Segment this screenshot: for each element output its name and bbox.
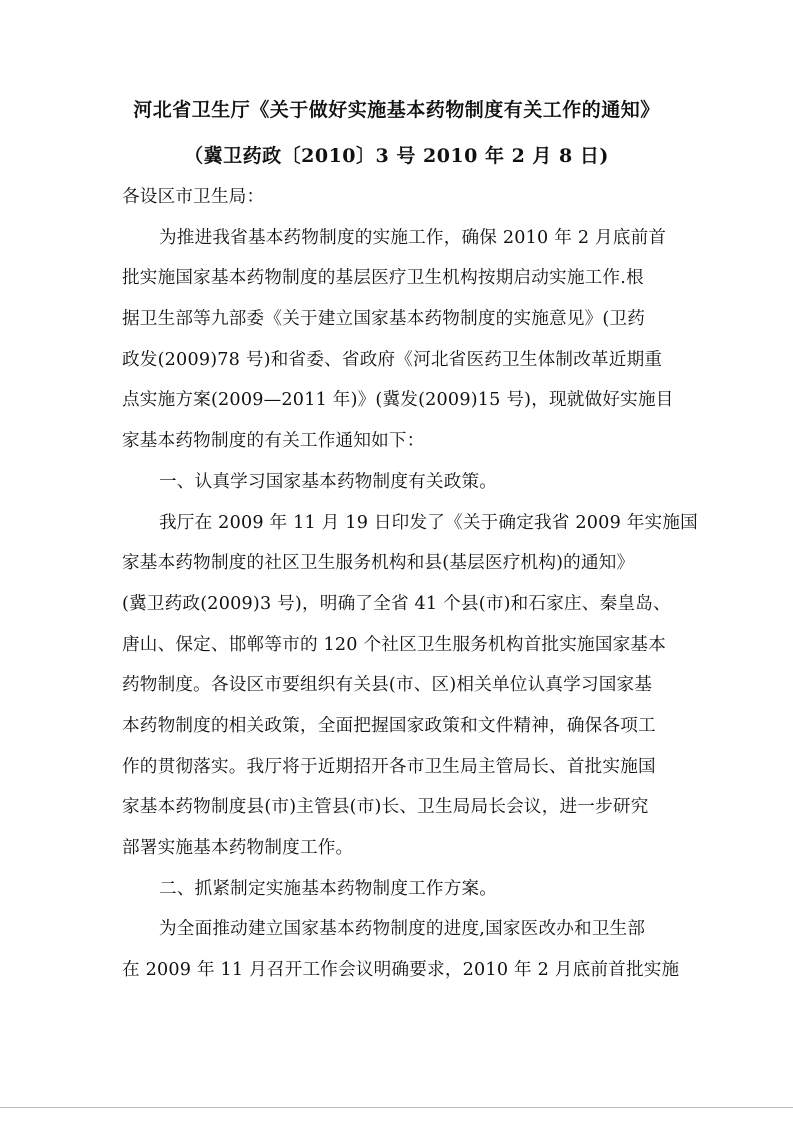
paragraph-line: 家基本药物制度的有关工作通知如下： (122, 431, 425, 452)
salutation-line: 各设区市卫生局： (122, 187, 265, 207)
document-title: 河北省卫生厅《关于做好实施基本药物制度有关工作的通知》 (133, 99, 660, 121)
paragraph-line: 药物制度。各设区市要组织有关县(市、区)相关单位认真学习国家基 (122, 675, 653, 696)
document-body (122, 177, 698, 991)
paragraph-line: 唐山、保定、邯郸等市的 120 个社区卫生服务机构首批实施国家基本 (122, 634, 666, 655)
paragraph-line: 批实施国家基本药物制度的基层医疗卫生机构按期启动实施工作.根 (122, 268, 644, 289)
paragraph-line: 我厅在 2009 年 11 月 19 日印发了《关于确定我省 2009 年实施国 (159, 512, 698, 533)
page-bottom-divider (0, 1107, 793, 1108)
paragraph-line: 部署实施基本药物制度工作。 (122, 838, 354, 858)
paragraph-line: 政发(2009)78 号)和省委、省政府《河北省医药卫生体制改革近期重 (122, 349, 663, 370)
paragraph-line: 本药物制度的相关政策，全面把握国家政策和文件精神，确保各项工 (122, 715, 656, 736)
document-subtitle: （冀卫药政〔2010〕3 号 2010 年 2 月 8 日) (184, 145, 609, 167)
paragraph-line: 在 2009 年 11 月召开工作会议明确要求，2010 年 2 月底前首批实施 (122, 960, 680, 981)
section-heading-2: 二、抓紧制定实施基本药物制度工作方案。 (159, 878, 498, 899)
paragraph-line: 点实施方案(2009—2011 年)》(冀发(2009)15 号)，现就做好实施目 (122, 390, 674, 411)
paragraph-line: 为全面推动建立国家基本药物制度的进度,国家医改办和卫生部 (159, 919, 646, 940)
paragraph-line: 为推进我省基本药物制度的实施工作，确保 2010 年 2 月底前首 (159, 227, 667, 248)
paragraph-line: 家基本药物制度的社区卫生服务机构和县(基层医疗机构)的通知》 (122, 553, 635, 574)
paragraph-line: (冀卫药政(2009)3 号)，明确了全省 41 个县(市)和石家庄、秦皇岛、 (122, 593, 671, 614)
section-heading-1: 一、认真学习国家基本药物制度有关政策。 (159, 471, 498, 492)
paragraph-line: 作的贯彻落实。我厅将于近期招开各市卫生局主管局长、首批实施国 (122, 756, 656, 777)
paragraph-line: 据卫生部等九部委《关于建立国家基本药物制度的实施意见》(卫药 (122, 309, 646, 330)
paragraph-line: 家基本药物制度县(市)主管县(市)长、卫生局局长会议，进一步研究 (122, 797, 649, 818)
